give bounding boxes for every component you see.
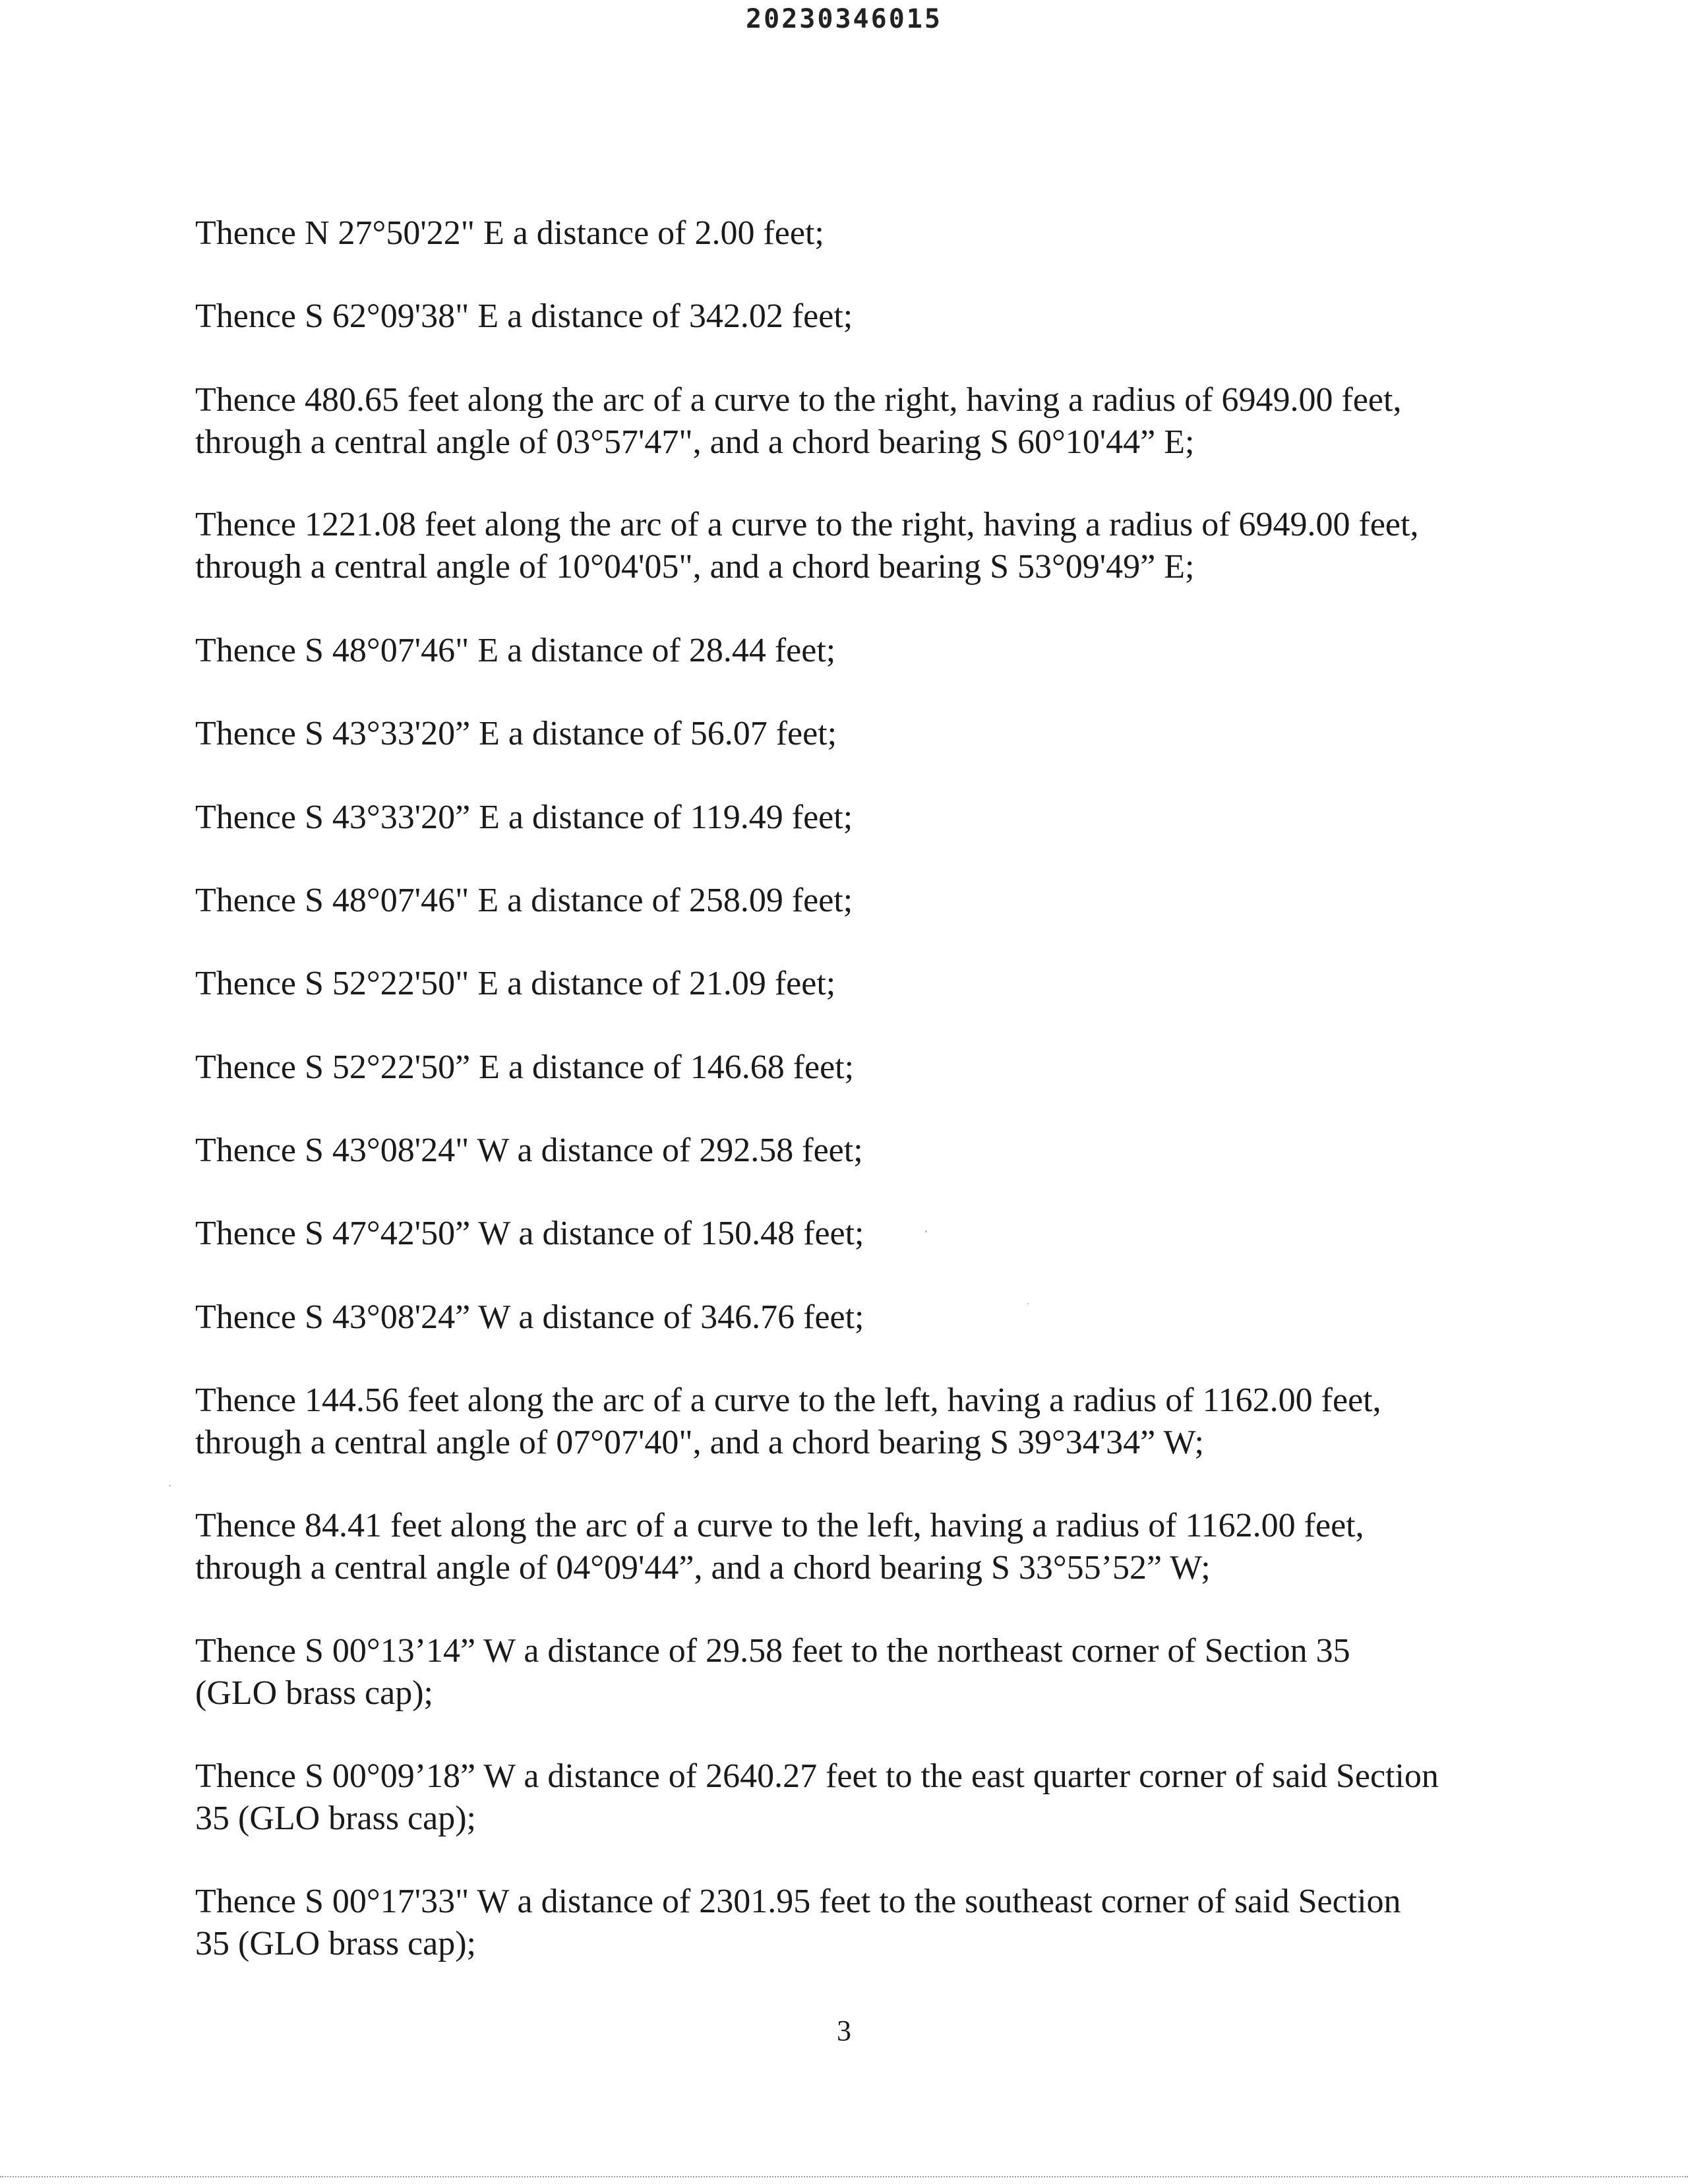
- call-paragraph-16: [195, 1630, 1527, 1714]
- call-line: Thence 84.41 feet along the arc of a curve to the left, having a radius of 1162.00 feet,: [195, 1507, 1364, 1544]
- call-paragraph-2: [195, 295, 1527, 338]
- call-line: Thence S 43°33'20” E a distance of 119.49 feet;: [195, 799, 853, 836]
- page-bottom-edge: [0, 2176, 1688, 2177]
- call-paragraph-9: [195, 963, 1527, 1005]
- call-paragraph-14: [195, 1380, 1527, 1464]
- call-line: Thence S 48°07'46" E a distance of 28.44 feet;: [195, 632, 836, 669]
- call-line: Thence S 43°08'24" W a distance of 292.58 feet;: [195, 1132, 863, 1169]
- scan-speck: [169, 1485, 171, 1486]
- call-line: through a central angle of 04°09'44”, and a chord bearing S 33°55’52” W;: [195, 1549, 1211, 1587]
- call-line: Thence 480.65 feet along the arc of a curve to the right, having a radius of 6949.00 feet,: [195, 381, 1402, 419]
- call-line: Thence S 52°22'50" E a distance of 21.09 feet;: [195, 965, 836, 1002]
- call-paragraph-15: [195, 1505, 1527, 1589]
- call-paragraph-3: [195, 379, 1527, 464]
- call-line: through a central angle of 03°57'47", and a chord bearing S 60°10'44” E;: [195, 423, 1195, 461]
- call-line: Thence S 47°42'50” W a distance of 150.48 feet;: [195, 1215, 864, 1252]
- call-line: through a central angle of 07°07'40", and a chord bearing S 39°34'34” W;: [195, 1424, 1204, 1461]
- call-paragraph-17: [195, 1755, 1527, 1840]
- call-paragraph-12: [195, 1213, 1527, 1255]
- call-line: 35 (GLO brass cap);: [195, 1800, 476, 1837]
- scan-speck: [925, 1230, 927, 1232]
- call-line: Thence S 62°09'38" E a distance of 342.02 feet;: [195, 297, 853, 335]
- document-number: 20230346015: [746, 4, 942, 34]
- call-line: Thence S 48°07'46" E a distance of 258.09 feet;: [195, 882, 853, 919]
- call-paragraph-11: [195, 1130, 1527, 1172]
- call-paragraph-1: [195, 212, 1527, 255]
- call-line: Thence S 43°33'20” E a distance of 56.07 feet;: [195, 715, 837, 752]
- page-number: 3: [837, 2015, 851, 2047]
- call-line: 35 (GLO brass cap);: [195, 1925, 476, 1962]
- call-paragraph-5: [195, 630, 1527, 672]
- call-line: Thence S 52°22'50” E a distance of 146.68 feet;: [195, 1048, 855, 1086]
- call-line: (GLO brass cap);: [195, 1674, 433, 1712]
- call-line: through a central angle of 10°04'05", and a chord bearing S 53°09'49” E;: [195, 548, 1195, 586]
- call-paragraph-6: [195, 713, 1527, 755]
- call-line: Thence 1221.08 feet along the arc of a curve to the right, having a radius of 6949.00 feet,: [195, 506, 1419, 543]
- call-line: Thence S 00°13’14” W a distance of 29.58 feet to the northeast corner of Section 35: [195, 1632, 1350, 1670]
- call-line: Thence S 00°09’18” W a distance of 2640.27 feet to the east quarter corner of said Section: [195, 1757, 1439, 1795]
- call-line: Thence 144.56 feet along the arc of a curve to the left, having a radius of 1162.00 feet,: [195, 1381, 1381, 1419]
- call-line: Thence N 27°50'22" E a distance of 2.00 feet;: [195, 214, 824, 252]
- call-paragraph-4: [195, 504, 1527, 588]
- call-paragraph-18: [195, 1881, 1527, 1965]
- scan-speck: [1027, 1303, 1029, 1304]
- call-paragraph-7: [195, 797, 1527, 839]
- call-line: Thence S 43°08'24” W a distance of 346.76 feet;: [195, 1298, 864, 1336]
- call-paragraph-10: [195, 1046, 1527, 1089]
- call-paragraph-8: [195, 880, 1527, 922]
- call-line: Thence S 00°17'33" W a distance of 2301.95 feet to the southeast corner of said Section: [195, 1883, 1401, 1920]
- call-paragraph-13: [195, 1296, 1527, 1339]
